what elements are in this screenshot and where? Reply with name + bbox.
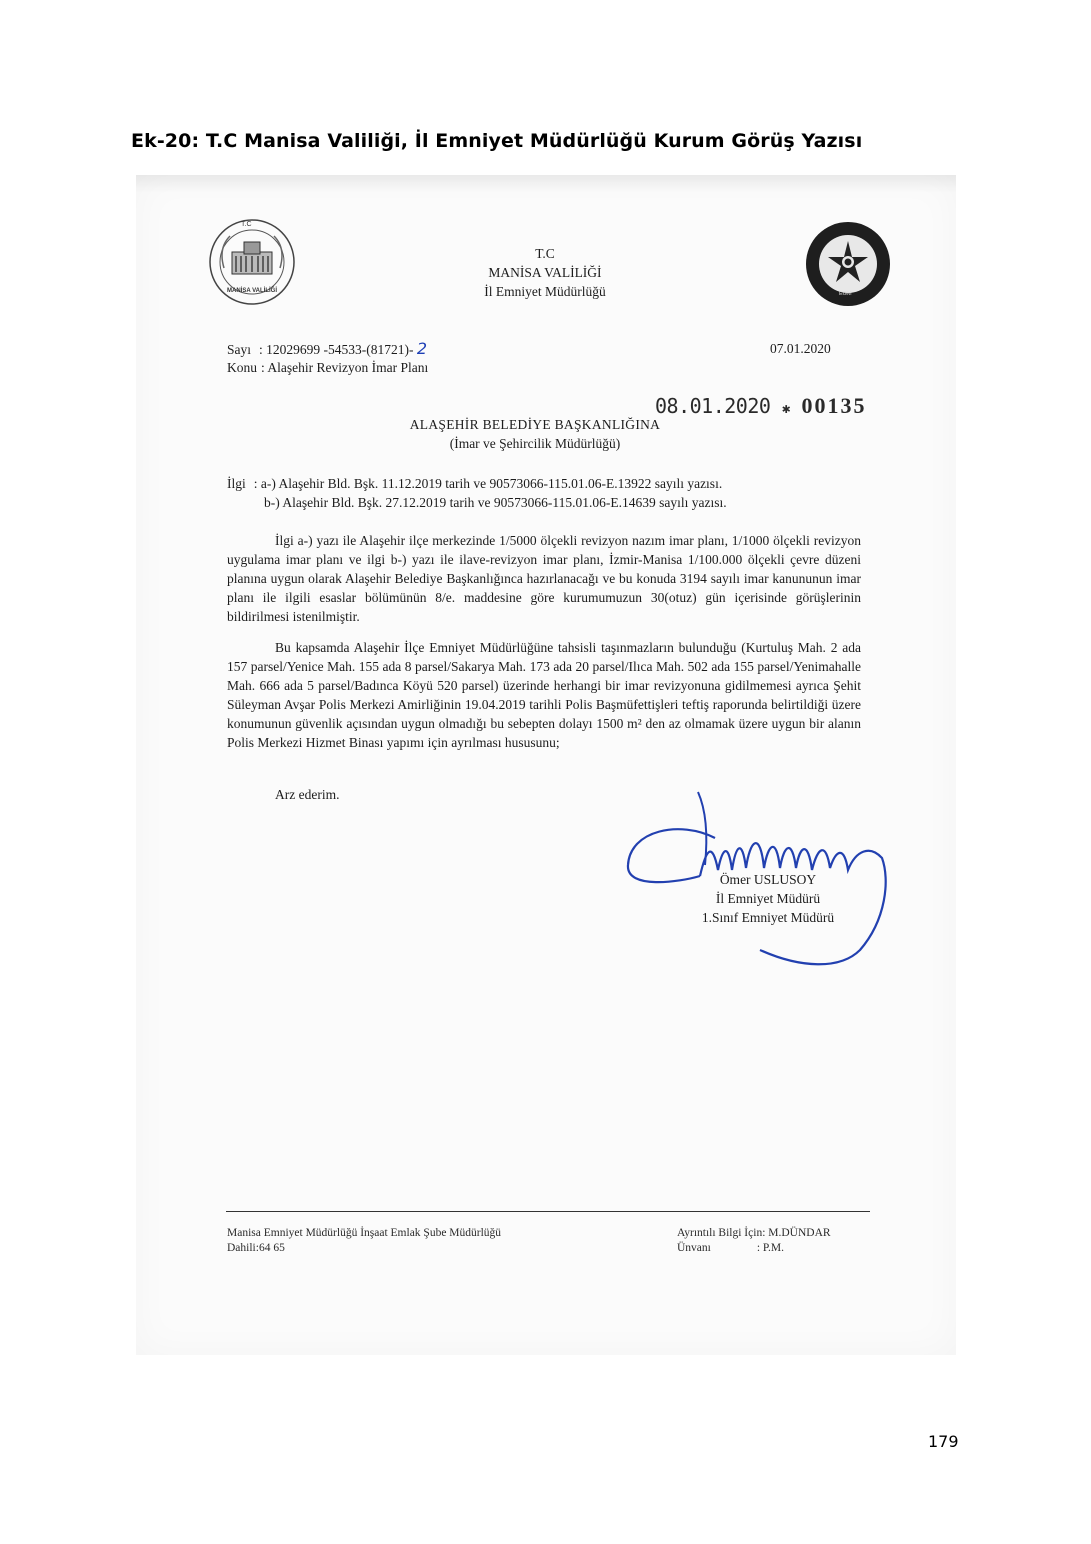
page-number: 179 [928, 1432, 959, 1451]
footer-right [677, 1226, 831, 1256]
seal-bottom-text: MANİSA VALİLİĞİ [227, 288, 277, 294]
recipient-line2: (İmar ve Şehircilik Müdürlüğü) [449, 436, 621, 451]
footer-divider [226, 1211, 870, 1212]
manisa-valiligi-seal-icon [208, 218, 296, 306]
sayi-handwritten: 2 [416, 339, 428, 358]
seal-top-text: T.C [241, 221, 252, 228]
footer-left [227, 1226, 501, 1256]
konu-label: Konu [227, 360, 257, 375]
closing: Arz ederim. [275, 787, 340, 802]
footer-left-line2: Dahili:64 65 [227, 1242, 285, 1254]
header-line-tc: T.C [535, 246, 555, 261]
sayi-value: : 12029699 -54533-(81721)- [259, 342, 414, 357]
footer-right-label2: Ünvanı [677, 1242, 711, 1254]
handwritten-signature [620, 790, 905, 985]
footer-right-line1: Ayrıntılı Bilgi İçin: M.DÜNDAR [677, 1227, 831, 1239]
seal-bottom-text: EGM [839, 291, 852, 297]
konu-row [227, 358, 428, 377]
letter-header [440, 244, 650, 301]
footer-right-value2: : P.M. [756, 1242, 785, 1254]
document-caption: Ek-20: T.C Manisa Valiliği, İl Emniyet Müdürlüğü Kurum Görüş Yazısı [131, 130, 863, 152]
ilgi-label: İlgi [227, 476, 246, 491]
body-paragraph-2: Bu kapsamda Alaşehir İlçe Emniyet Müdürlüğüne tahsisli taşınmazların bulunduğu (Kurtuluş Mah. 2 ada 157 parsel/Yenice Mah. 155 ada 8 parsel/Sakarya Mah. 173 ada 20 parsel/Ilıca Mah. 502 ada 155 parsel/Yenimahalle Mah. 666 ada 5 parsel/Badınca Köyü 520 parsel) üzerinde herhangi bir imar revizyonuna gidilmemesi ayrıca Şehit Süleyman Avşar Polis Merkezi Amirliğinin 19.04.2019 tarihli Polis Başmüfettişleri teftiş raporunda belirtildiği üzere konumunun güvenlik açısından uygun olmadığı bu sebepten dolayı 1500 m² den az olmamak üzere uygun bir alanın Polis Merkezi Hizmet Binası yapımı için ayrılması hususunu; [227, 640, 861, 750]
stamp-number: 00135 [801, 393, 867, 418]
sayi-label: Sayı [227, 342, 252, 357]
signer-title-2: 1.Sınıf Emniyet Müdürü [701, 910, 835, 925]
signer-name: Ömer USLUSOY [719, 872, 817, 887]
konu-value: : Alaşehir Revizyon İmar Planı [261, 360, 429, 375]
stamp-date: 08.01.2020 [655, 394, 771, 418]
header-line-valilik: MANİSA VALİLİĞİ [488, 265, 602, 280]
recipient-line1: ALAŞEHİR BELEDİYE BAŞKANLIĞINA [409, 417, 661, 432]
ilgi-b: b-) Alaşehir Bld. Bşk. 27.12.2019 tarih ve 90573066-115.01.06-E.14639 sayılı yazısı. [264, 495, 727, 510]
emniyet-mudurlugu-seal-icon [805, 221, 891, 307]
ilgi-block [227, 474, 727, 512]
ilgi-a: : a-) Alaşehir Bld. Bşk. 11.12.2019 tarih ve 90573066-115.01.06-E.13922 sayılı yazısı. [253, 476, 723, 491]
signer-title-1: İl Emniyet Müdürü [715, 891, 821, 906]
received-stamp: 08.01.2020 ✱ 00135 [655, 393, 867, 418]
body-paragraph-1: İlgi a-) yazı ile Alaşehir ilçe merkezinde 1/5000 ölçekli revizyon nazım imar planı, 1/1000 ölçekli revizyon uygulama imar planı ve ilgi b-) yazı ile ilave-revizyon imar planı, İzmir-Manisa 1/100.000 ölçekli çevre düzeni planına uygun olarak Alaşehir Belediye Başkanlığınca hazırlanacağı ve bu konuda 3194 sayılı imar kanununun imar planı ile ilgili esaslar bölümünün 8/e. maddesine göre kurumumuzun 30(otuz) gün içerisinde görüşlerinin bildirilmesi istenilmiştir. [227, 533, 861, 624]
recipient [380, 415, 690, 453]
header-line-mudurluk: İl Emniyet Müdürlüğü [484, 284, 606, 299]
footer-left-line1: Manisa Emniyet Müdürlüğü İnşaat Emlak Şube Müdürlüğü [227, 1227, 502, 1239]
scan-edge [136, 175, 956, 193]
letter-date: 07.01.2020 [770, 341, 831, 356]
sayi-row [227, 339, 427, 359]
